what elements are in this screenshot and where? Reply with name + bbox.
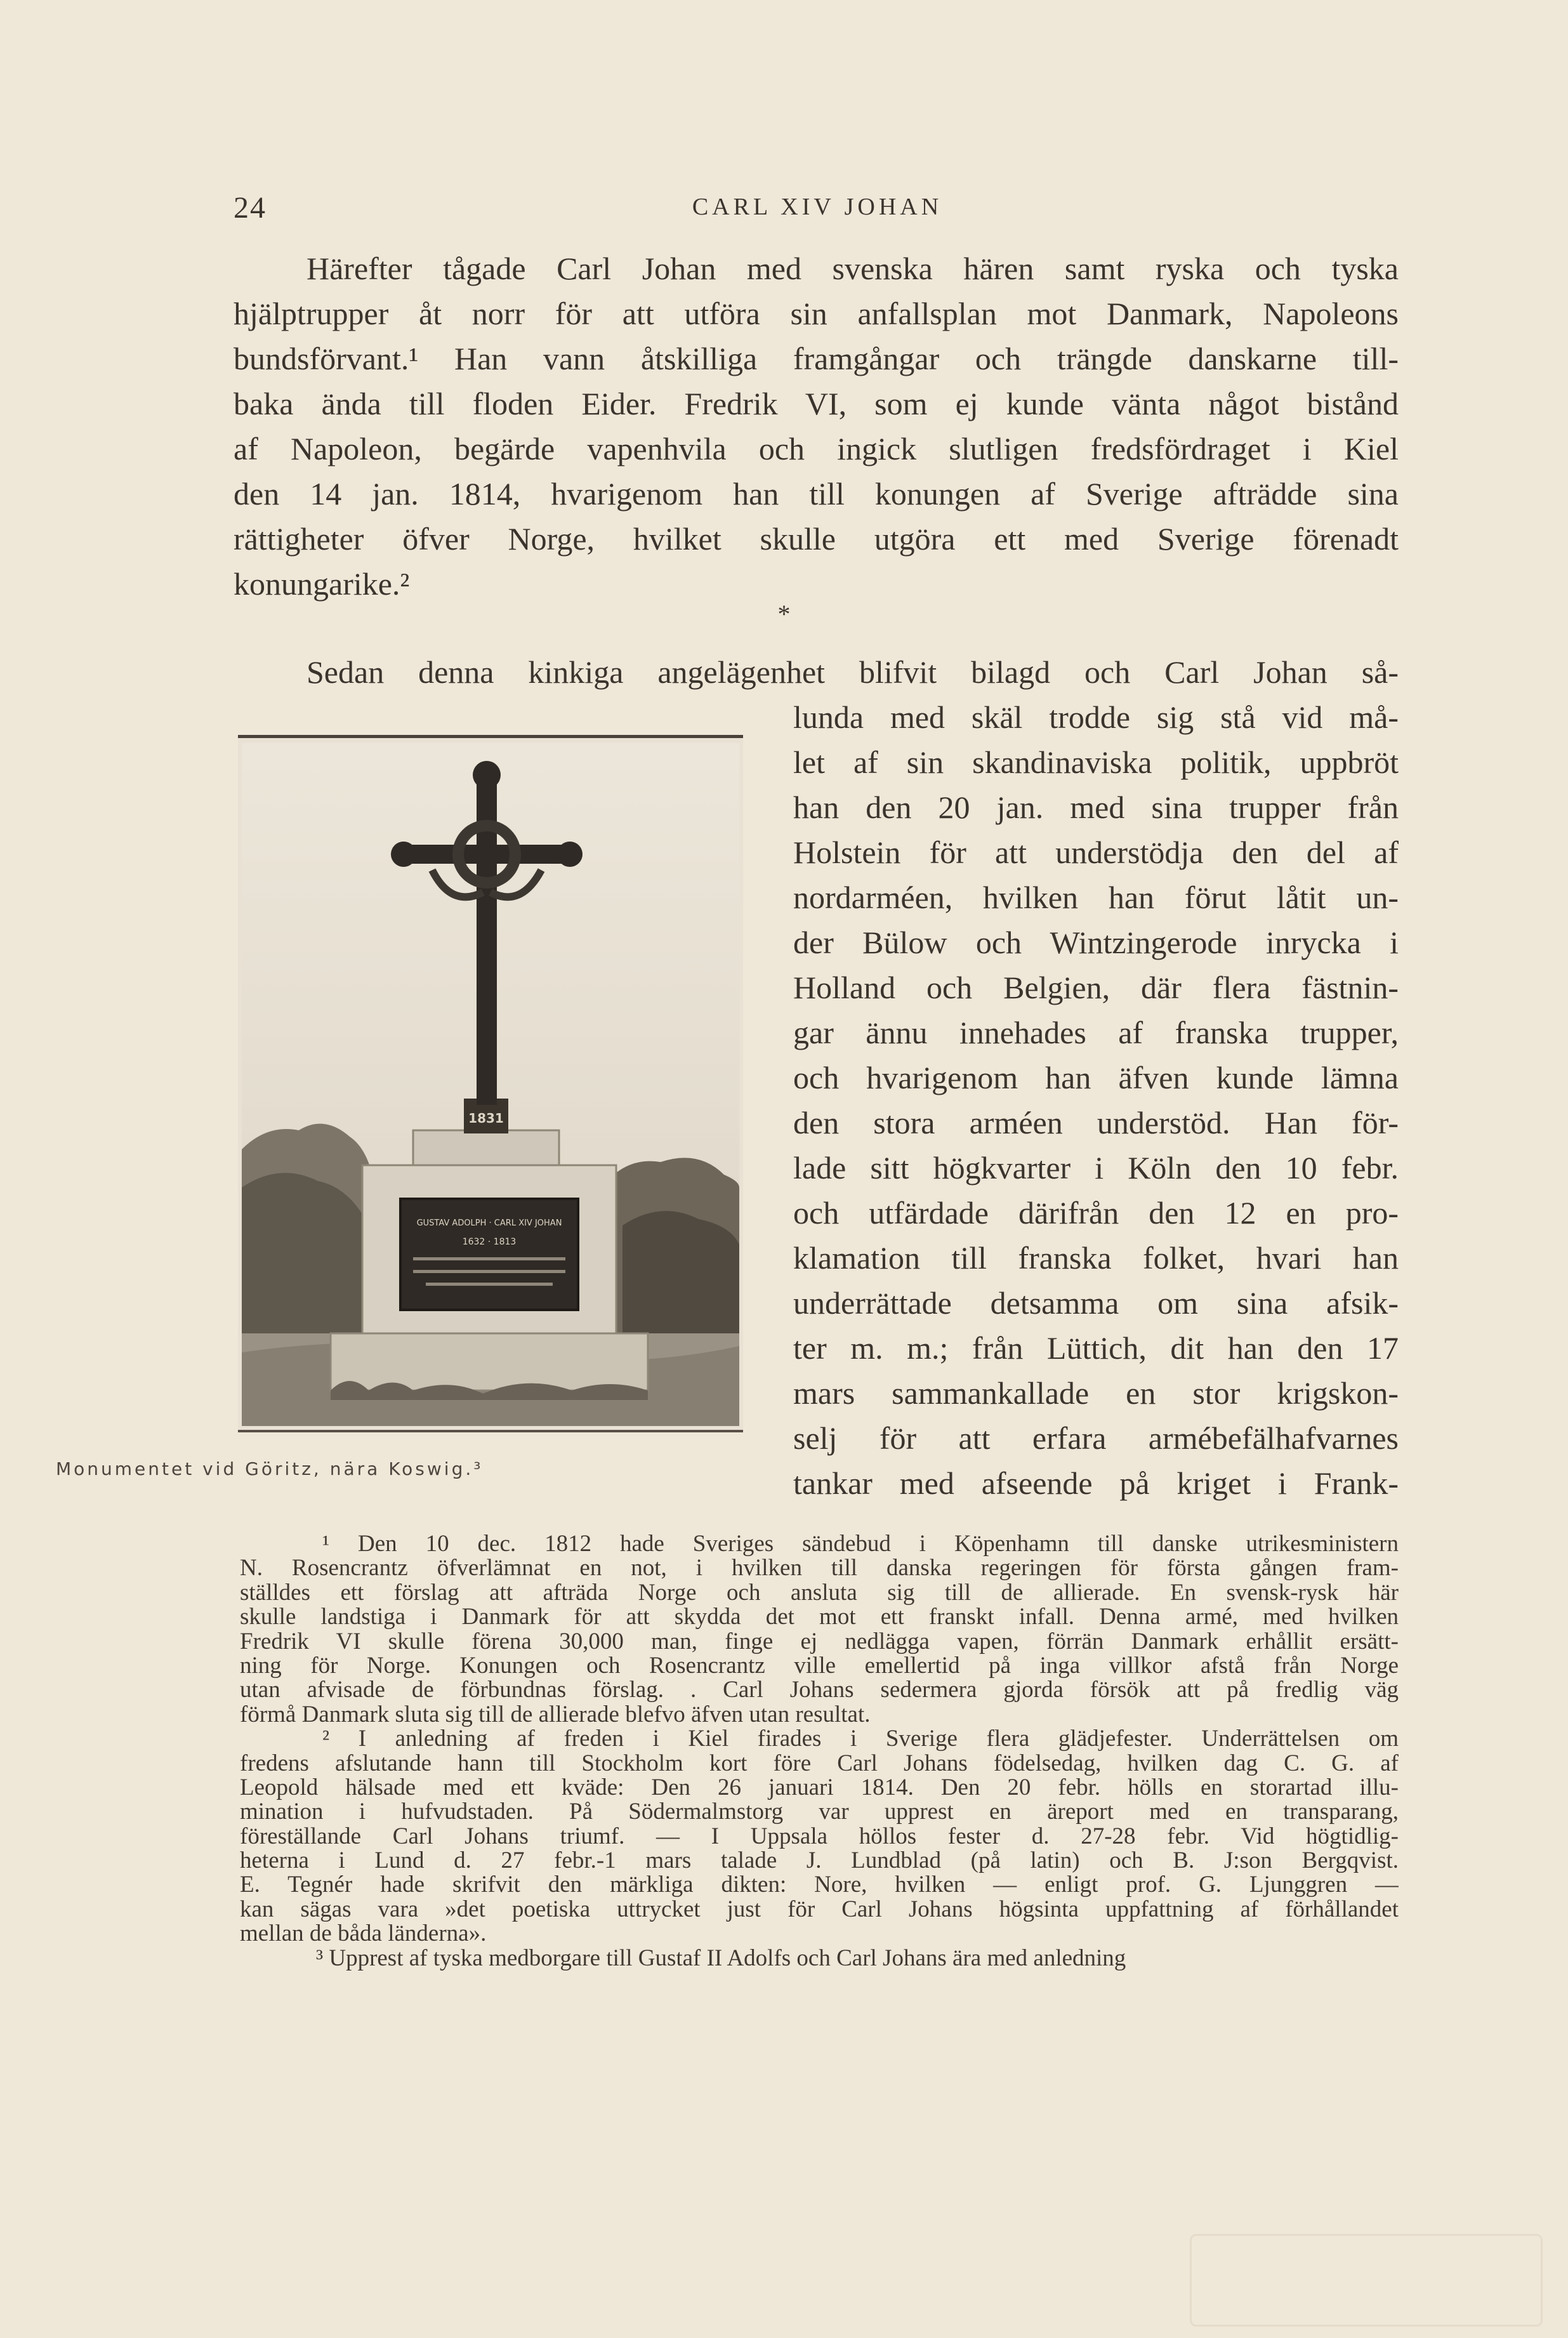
footnote-line: ning för Norge. Konungen och Rosencrantz ville emellertid på inga villkor afstå från Norge bbox=[240, 1653, 1399, 1679]
monument-year: 1831 bbox=[468, 1111, 504, 1126]
text-line: Härefter tågade Carl Johan med svenska hären samt ryska och tyska bbox=[306, 251, 1399, 286]
text-line: mars sammankallade en stor krigskon- bbox=[793, 1375, 1399, 1411]
text-line: och utfärdade därifrån den 12 en pro- bbox=[793, 1195, 1399, 1231]
paragraph-1 bbox=[234, 246, 1399, 607]
footnote-line: kan sägas vara »det poetiska uttrycket just för Carl Johans högsinta uppfattning af förhållandet bbox=[240, 1897, 1399, 1922]
monument-photograph bbox=[242, 743, 739, 1426]
footnote-line: Fredrik VI skulle förena 30,000 man, finge ej nedlägga vapen, förrän Danmark erhållit ersätt- bbox=[240, 1629, 1399, 1654]
text-line: af Napoleon, begärde vapenhvila och ingick slutligen fredsfördraget i Kiel bbox=[234, 431, 1399, 466]
text-line: den stora arméen understöd. Han för- bbox=[793, 1105, 1399, 1140]
text-line: han den 20 jan. med sina trupper från bbox=[793, 789, 1399, 825]
text-line: gar ännu innehades af franska trupper, bbox=[793, 1015, 1399, 1050]
figure-caption: Monumentet vid Göritz, nära Koswig.³ bbox=[56, 1458, 484, 1479]
text-line: ter m. m.; från Lüttich, dit han den 17 bbox=[793, 1330, 1399, 1366]
footnote-line: E. Tegnér hade skrifvit den märkliga dikten: Nore, hvilken — enligt prof. G. Ljunggren — bbox=[240, 1873, 1399, 1898]
running-head: CARL XIV JOHAN bbox=[692, 194, 943, 220]
text-line: tankar med afseende på kriget i Frank- bbox=[793, 1465, 1399, 1501]
footnote-line: ställdes ett förslag att afträda Norge och ansluta sig till de allierade. En svensk-rysk här bbox=[240, 1580, 1399, 1606]
footnote-line: ¹ Den 10 dec. 1812 hade Sveriges sändebud i Köpenhamn till danske utrikesministern bbox=[322, 1532, 1399, 1557]
footnote-line: fredens afslutande hann till Stockholm kort före Carl Johans födelsedag, hvilken dag C. G. af bbox=[240, 1751, 1399, 1776]
text-line: konungarike.² bbox=[234, 566, 410, 602]
footnote-line: förmå Danmark sluta sig till de allierade blefvo äfven utan resultat. bbox=[240, 1702, 871, 1727]
plaque-line-1: GUSTAV ADOLPH · CARL XIV JOHAN bbox=[416, 1219, 562, 1228]
footnote-line: ² I anledning af freden i Kiel firades i Sverige flera glädjefester. Underrättelsen om bbox=[322, 1727, 1399, 1752]
footnote-line: ³ Upprest af tyska medborgare till Gustaf II Adolfs och Carl Johans ära med anledning bbox=[316, 1946, 1126, 1971]
monument-figure bbox=[238, 735, 743, 1427]
text-line: underrättade detsamma om sina afsik- bbox=[793, 1285, 1399, 1321]
text-line: Holland och Belgien, där flera fästnin- bbox=[793, 970, 1399, 1005]
page-number: 24 bbox=[234, 191, 267, 225]
text-line: der Bülow och Wintzingerode inrycka i bbox=[793, 925, 1399, 960]
text-line: klamation till franska folket, hvari han bbox=[793, 1240, 1399, 1276]
footnote-line: N. Rosencrantz öfverlämnat en not, i hvilken till danska regeringen för första gången fram- bbox=[240, 1556, 1399, 1581]
paragraph-2-first-line bbox=[234, 650, 1399, 695]
paper-edge-mark bbox=[1190, 2234, 1543, 2327]
footnote-line: föreställande Carl Johans triumf. — I Uppsala höllos fester d. 27-28 febr. Vid högtidlig- bbox=[240, 1824, 1399, 1849]
text-line: rättigheter öfver Norge, hvilket skulle utgöra ett med Sverige förenadt bbox=[234, 521, 1399, 557]
text-line: selj för att erfara armébefälhafvarnes bbox=[793, 1420, 1399, 1456]
footnote-line: utan afvisade de förbundnas förslag. . Carl Johans sedermera gjorda försök att på fredlig väg bbox=[240, 1678, 1399, 1703]
text-line: bundsförvant.¹ Han vann åtskilliga framgångar och trängde danskarne till- bbox=[234, 341, 1399, 376]
text-line: lunda med skäl trodde sig stå vid må- bbox=[793, 699, 1399, 735]
photo-frame bbox=[238, 735, 743, 1432]
text-line: lade sitt högkvarter i Köln den 10 febr. bbox=[793, 1150, 1399, 1186]
text-line: let af sin skandinaviska politik, uppbröt bbox=[793, 744, 1399, 780]
text-line: hjälptrupper åt norr för att utföra sin anfallsplan mot Danmark, Napoleons bbox=[234, 296, 1399, 331]
paragraph-2-wrapped-text bbox=[793, 695, 1399, 1506]
text-line: nordarméen, hvilken han förut låtit un- bbox=[793, 880, 1399, 915]
text-line: Sedan denna kinkiga angelägenhet blifvit bilagd och Carl Johan så- bbox=[306, 654, 1399, 690]
page-header bbox=[234, 190, 1401, 228]
text-line: baka ända till floden Eider. Fredrik VI, som ej kunde vänta något bistånd bbox=[234, 386, 1399, 421]
footnote-line: mination i hufvudstaden. På Södermalmstorg var upprest en äreport med en transparang, bbox=[240, 1800, 1399, 1825]
footnote-line: heterna i Lund d. 27 febr.-1 mars talade J. Lundblad (på latin) och B. J:son Bergqvist. bbox=[240, 1849, 1399, 1873]
footnote-line: skulle landstiga i Danmark för att skydda det mot ett franskt infall. Denna armé, med hvilken bbox=[240, 1605, 1399, 1630]
text-line: den 14 jan. 1814, hvarigenom han till konungen af Sverige afträdde sina bbox=[234, 476, 1399, 512]
footnote-line: mellan de båda länderna». bbox=[240, 1922, 487, 1946]
footnote-line: Leopold hälsade med ett kväde: Den 26 januari 1814. Den 20 febr. hölls en storartad illu- bbox=[240, 1775, 1399, 1800]
plaque-line-2: 1632 · 1813 bbox=[462, 1237, 517, 1247]
text-line: Holstein för att understödja den del af bbox=[793, 835, 1399, 870]
text-line: och hvarigenom han äfven kunde lämna bbox=[793, 1060, 1399, 1095]
section-break: * bbox=[777, 600, 791, 628]
footnotes bbox=[240, 1532, 1399, 1971]
